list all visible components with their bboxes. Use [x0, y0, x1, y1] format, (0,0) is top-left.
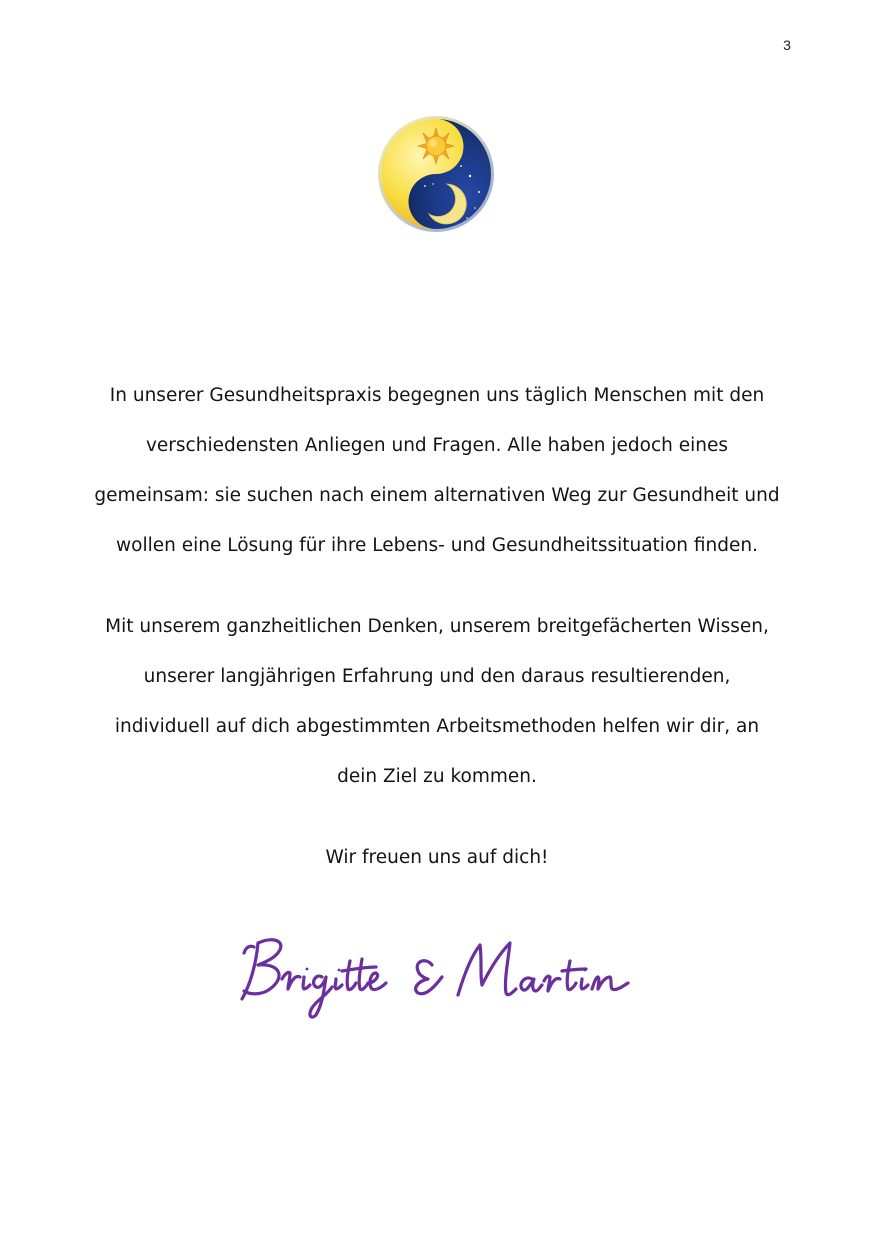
closing-line: Wir freuen uns auf dich! [325, 847, 549, 868]
page-number: 3 [783, 37, 791, 53]
sun-icon [418, 128, 454, 164]
paragraph-line: dein Ziel zu kommen. [337, 766, 537, 787]
sun-moon-yin-yang-icon [375, 114, 497, 234]
approach-paragraph [60, 602, 814, 802]
paragraph-line: unserer langjährigen Erfahrung und den daraus resultierenden, [143, 666, 731, 687]
paragraph-line: verschiedensten Anliegen und Fragen. Alle haben jedoch eines [145, 435, 729, 456]
paragraph-line: wollen eine Lösung für ihre Lebens- und Gesundheitssituation finden. [116, 535, 758, 556]
paragraph-line: gemeinsam: sie suchen nach einem alternativen Weg zur Gesundheit und [94, 485, 780, 506]
paragraph-line: In unserer Gesundheitspraxis begegnen uns täglich Menschen mit den [109, 385, 765, 406]
intro-paragraph [60, 371, 814, 571]
handwritten-signature [236, 925, 640, 1025]
paragraph-line: individuell auf dich abgestimmten Arbeitsmethoden helfen wir dir, an [114, 716, 760, 737]
paragraph-line: Mit unserem ganzheitlichen Denken, unserem breitgefächerten Wissen, [105, 616, 769, 637]
